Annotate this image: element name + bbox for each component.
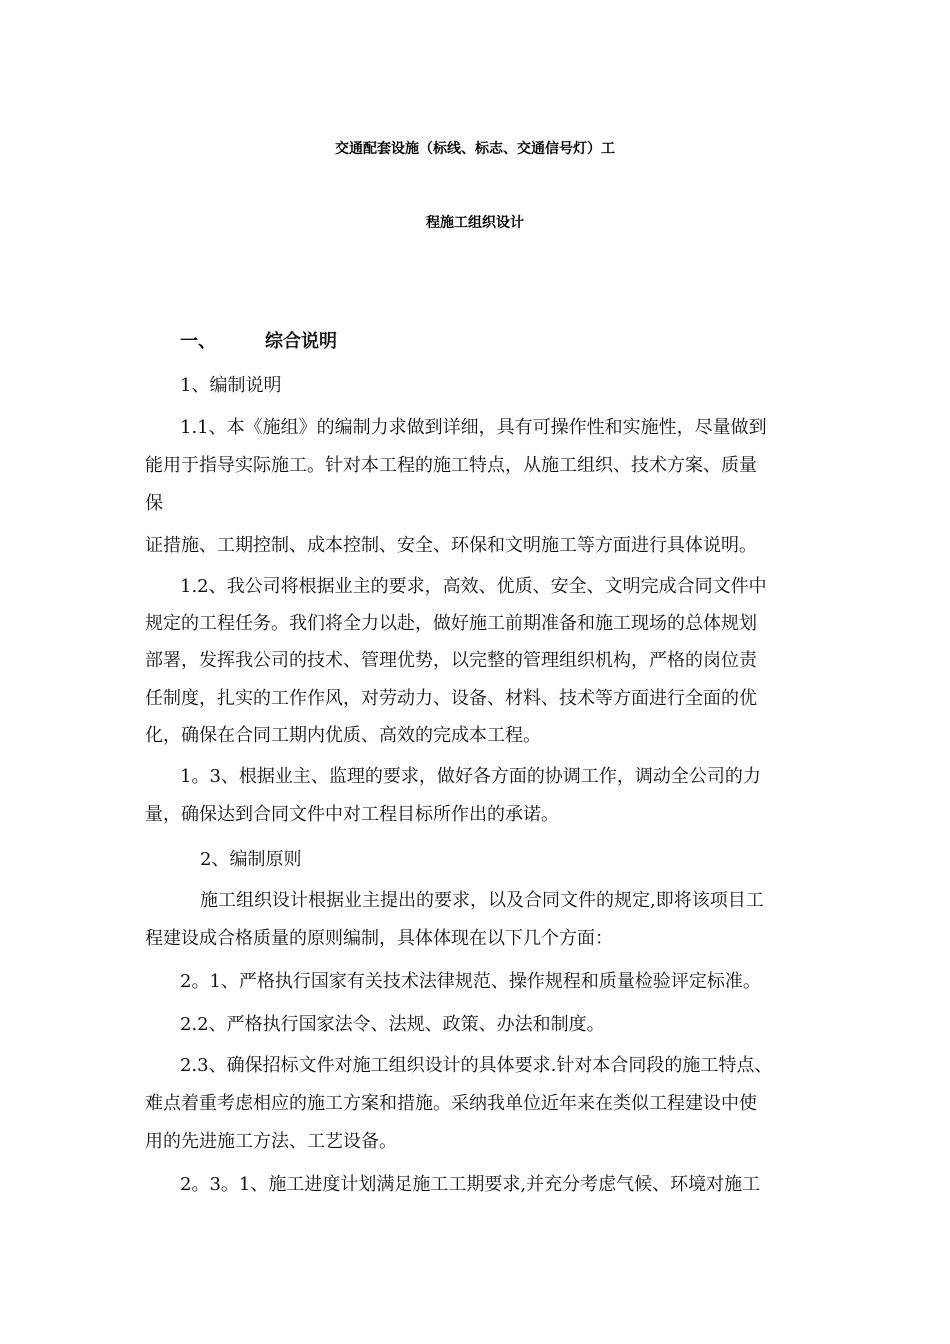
paragraph-line: 证措施、工期控制、成本控制、安全、环保和文明施工等方面进行具体说明。 — [145, 535, 757, 556]
paragraph-line: 2.2、严格执行国家法令、法规、政策、办法和制度。 — [180, 1014, 605, 1035]
paragraph-line: 2。3。1、施工进度计划满足施工工期要求,并充分考虑气候、环境对施工 — [180, 1174, 761, 1195]
paragraph-line: 量，确保达到合同文件中对工程目标所作出的承诺。 — [145, 804, 559, 825]
paragraph-line: 2.3、确保招标文件对施工组织设计的具体要求.针对本合同段的施工特点、 — [180, 1055, 773, 1076]
paragraph-line: 施工组织设计根据业主提出的要求，以及合同文件的规定,即将该项目工 — [200, 890, 764, 911]
document-title-line-2: 程施工组织设计 — [426, 215, 524, 231]
paragraph-line: 部署，发挥我公司的技术、管理优势，以完整的管理组织机构，严格的岗位责 — [145, 650, 757, 671]
paragraph-line: 化，确保在合同工期内优质、高效的完成本工程。 — [145, 725, 541, 746]
paragraph-line: 用的先进施工方法、工艺设备。 — [145, 1131, 397, 1152]
paragraph-line: 1。3、根据业主、监理的要求，做好各方面的协调工作，调动全公司的力 — [180, 766, 761, 787]
document-title-line-1: 交通配套设施（标线、标志、交通信号灯）工 — [335, 141, 615, 157]
subsection-heading: 2、编制原则 — [200, 849, 302, 870]
subsection-heading: 1、编制说明 — [180, 375, 282, 396]
paragraph-line: 1.2、我公司将根据业主的要求，高效、优质、安全、文明完成合同文件中 — [180, 576, 767, 597]
section-heading: 综合说明 — [265, 331, 337, 352]
section-number: 一、 — [180, 331, 216, 352]
paragraph-line: 规定的工程任务。我们将全力以赴，做好施工前期准备和施工现场的总体规划 — [145, 613, 757, 634]
paragraph-line: 保 — [145, 493, 163, 514]
paragraph-line: 程建设成合格质量的原则编制，具体体现在以下几个方面： — [145, 928, 613, 949]
paragraph-line: 能用于指导实际施工。针对本工程的施工特点，从施工组织、技术方案、质量 — [145, 455, 757, 476]
paragraph-line: 1.1、本《施组》的编制力求做到详细，具有可操作性和实施性，尽量做到 — [180, 417, 767, 438]
paragraph-line: 难点着重考虑相应的施工方案和措施。采纳我单位近年来在类似工程建设中使 — [145, 1093, 757, 1114]
paragraph-line: 2。1、严格执行国家有关技术法律规范、操作规程和质量检验评定标准。 — [180, 971, 761, 992]
paragraph-line: 任制度，扎实的工作作风，对劳动力、设备、材料、技术等方面进行全面的优 — [145, 688, 757, 709]
